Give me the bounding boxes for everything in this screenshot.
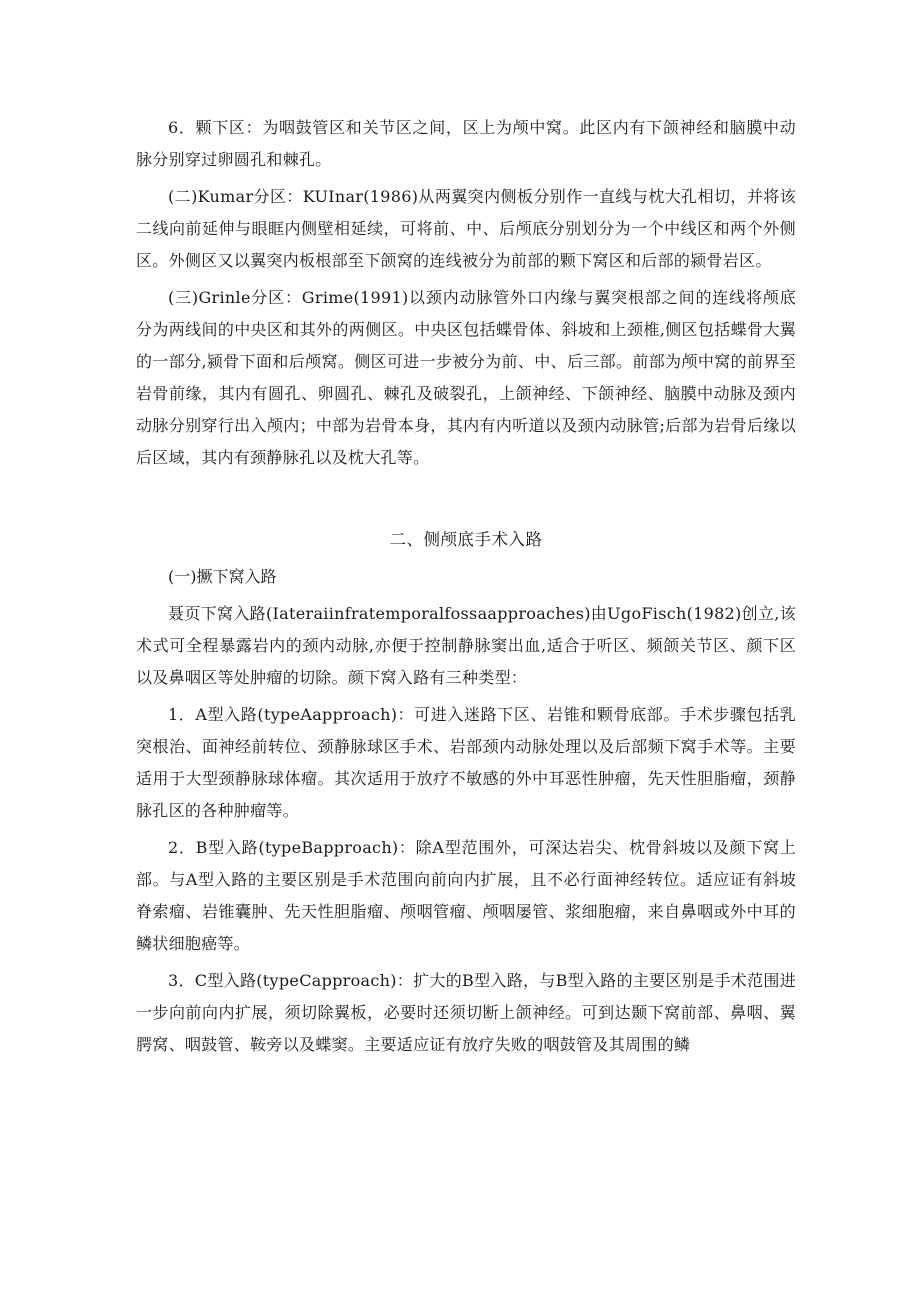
paragraph-infratemporal-zone: 6．颗下区：为咽鼓管区和关节区之间，区上为颅中窝。此区内有下颌神经和脑膜中动脉分别穿过卵圆孔和棘孔。: [136, 118, 796, 169]
section-heading: 二、侧颅底手术入路: [389, 530, 543, 549]
paragraph-type-c: 3．C型入路(typeCapproach)：扩大的B型入路，与B型入路的主要区别是手术范围进一步向前向内扩展，须切除翼板，必要时还须切断上颌神经。可到达颞下窝前部、鼻咽、翼腭窝、咽鼓管、鞍旁以及蝶窦。主要适应证有放疗失败的咽鼓管及其周围的鳞: [136, 971, 796, 1054]
paragraph-grime-classification: (三)Grinle分区：Grime(1991)以颈内动脉管外口内缘与翼突根部之间的连线将颅底分为两线间的中央区和其外的两侧区。中央区包括蝶骨体、斜坡和上颈椎,侧区包括蝶骨大翼的一部分,颍骨下面和后颅窝。侧区可进一步被分为前、中、后三部。前部为颅中窝的前界至岩骨前缘，其内有圆孔、卵圆孔、棘孔及破裂孔，上颌神经、下颌神经、脑膜中动脉及颈内动脉分别穿行出入颅内；中部为岩骨本身，其内有内听道以及颈内动脉管;后部为岩骨后缘以后区域，其内有颈静脉孔以及枕大孔等。: [136, 288, 796, 467]
subsection-heading: (一)撅下窝入路: [168, 567, 277, 586]
document-page: [136, 112, 796, 1066]
paragraph-fisch-approach: 聂页下窝入路(Iateraiinfratemporalfossaapproaches)由UgoFisch(1982)创立,该术式可全程暴露岩内的颈内动脉,亦便于控制静脉窦出血,适合于听区、频颌关节区、颜下区以及鼻咽区等处肿瘤的切除。颜下窝入路有三种类型：: [136, 604, 796, 687]
paragraph-kumar-classification: (二)Kumar分区：KUInar(1986)从两翼突内侧板分别作一直线与枕大孔相切，并将该二线向前延伸与眼眶内侧壁相延续，可将前、中、后颅底分别划分为一个中线区和两个外侧区。外侧区又以翼突内板根部至下颌窝的连线被分为前部的颗下窝区和后部的颍骨岩区。: [136, 187, 796, 270]
paragraph-type-b: 2．B型入路(typeBapproach)：除A型范围外，可深达岩尖、枕骨斜坡以及颜下窝上部。与A型入路的主要区别是手术范围向前向内扩展，且不必行面神经转位。适应证有斜坡脊索瘤、岩锥囊肿、先天性胆脂瘤、颅咽管瘤、颅咽屡管、浆细胞瘤，来自鼻咽或外中耳的鳞状细胞癌等。: [136, 838, 796, 953]
paragraph-type-a: 1．A型入路(typeAapproach)：可进入迷路下区、岩锥和颗骨底部。手术步骤包括乳突根治、面神经前转位、颈静脉球区手术、岩部颈内动脉处理以及后部频下窝手术等。主要适用于大型颈静脉球体瘤。其次适用于放疗不敏感的外中耳恶性肿瘤，先天性胆脂瘤，颈静脉孔区的各种肿瘤等。: [136, 705, 796, 820]
